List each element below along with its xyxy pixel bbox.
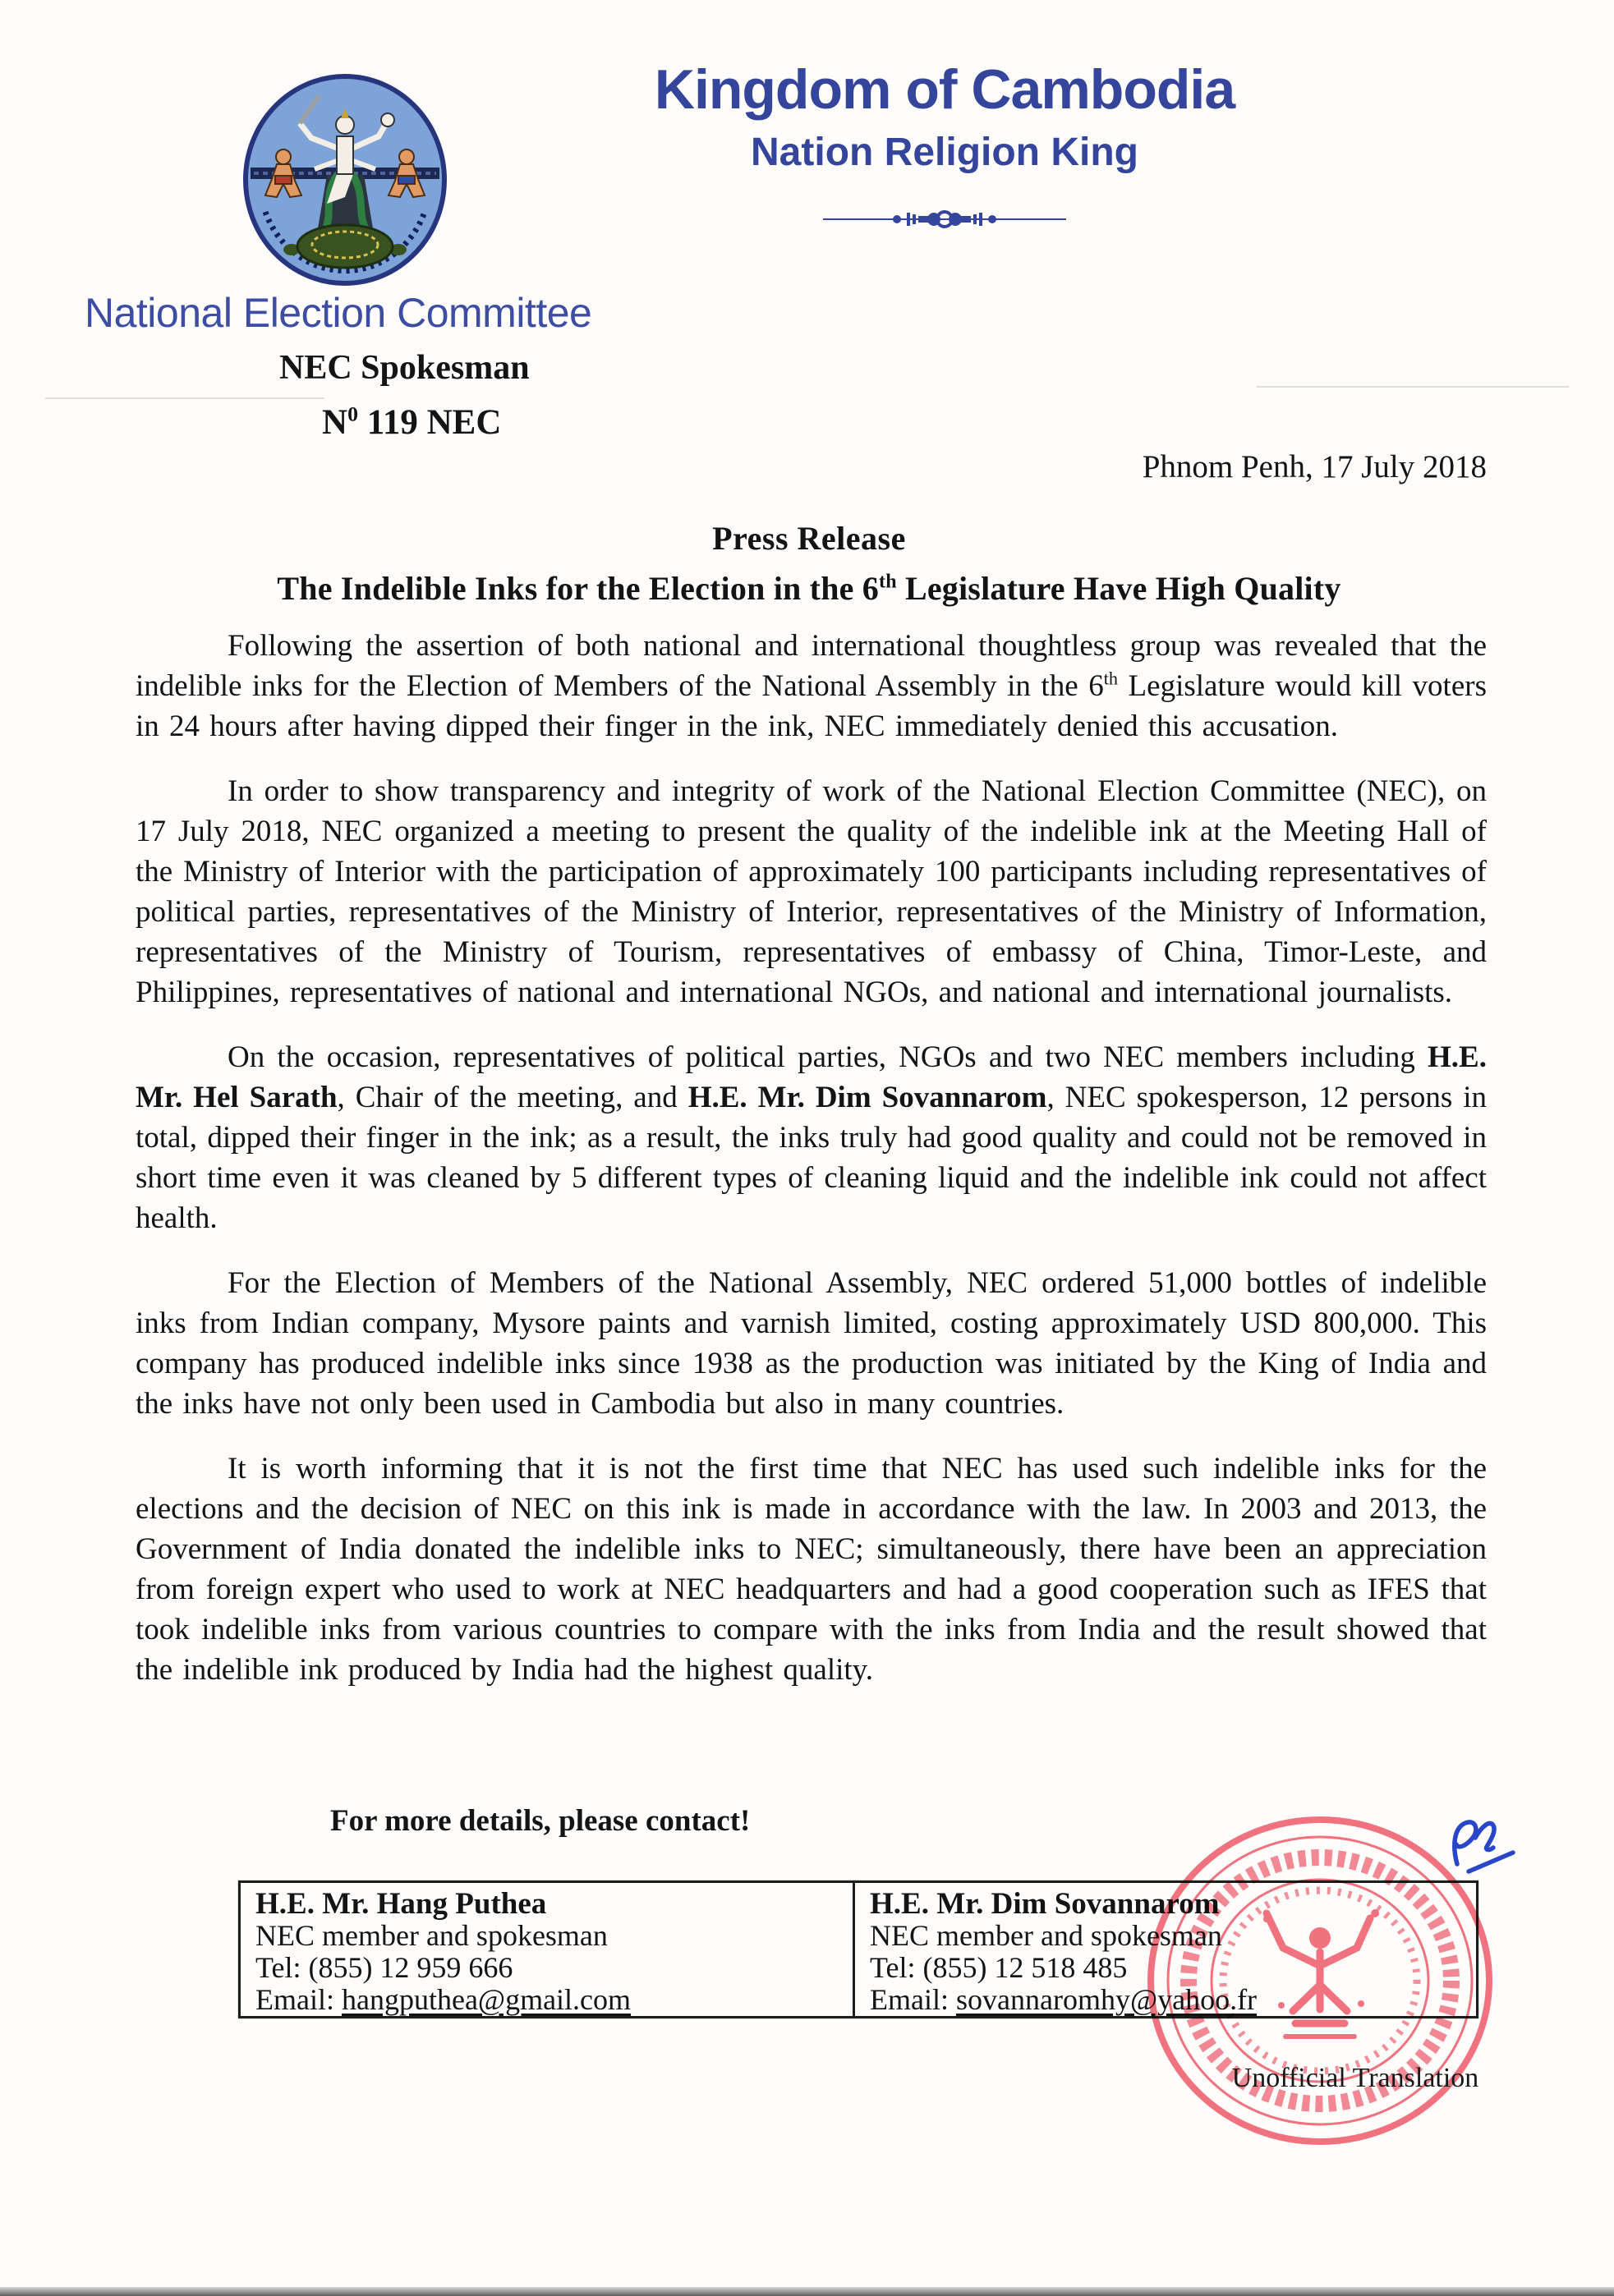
header-divider-ornament	[821, 205, 1068, 233]
paragraph-2: In order to show transparency and integrity of work of the National Election Committee (NEC), on 17 July 2018, NEC organized a meeting to present the quality of the indelible ink at the Meeting Hall of the Ministry of Interior with the participation of approximately 100 participants including representatives of political parties, representatives of the Ministry of Interior, representatives of the Ministry of Information, representatives of the Ministry of Tourism, representatives of embassy of China, Timor-Leste, and Philippines, representatives of national and international NGOs, and national and international journalists.	[136, 774, 1487, 1009]
paragraph-1: Following the assertion of both national and international thoughtless group was revealed that the indelible inks for the Election of Members of the National Assembly in the 6th Legislature would kill voters in 24 hours after having dipped their finger in the ink, NEC immediately denied this accusation.	[136, 629, 1487, 743]
press-release-title: Press Release	[712, 520, 906, 557]
contact-email-row	[255, 1984, 839, 2016]
contact-name: H.E. Mr. Hang Puthea	[255, 1887, 547, 1921]
kingdom-title: Kingdom of Cambodia	[654, 58, 1235, 121]
paragraph-4: For the Election of Members of the National Assembly, NEC ordered 51,000 bottles of indelible inks from Indian company, Mysore paints and varnish limited, costing approximately USD 800,000. This company has produced indelible inks since 1938 as the production was initiated by the King of India and the inks have not only been used in Cambodia but also in many countries.	[136, 1266, 1487, 1421]
contact-tel: Tel: (855) 12 518 485	[870, 1951, 1128, 1984]
email-label: Email:	[255, 1983, 342, 2016]
spokesman-label: NEC Spokesman	[279, 349, 530, 387]
email-address: hangputhea@gmail.com	[341, 1983, 632, 2016]
contact-role: NEC member and spokesman	[870, 1919, 1222, 1952]
scan-artifact-line	[1257, 386, 1569, 388]
title-block	[131, 519, 1487, 608]
dateline: Phnom Penh, 17 July 2018	[1142, 449, 1487, 484]
email-label: Email:	[870, 1983, 956, 2016]
signature-initials	[1446, 1813, 1521, 1880]
contact-heading: For more details, please contact!	[330, 1804, 751, 1838]
scan-artifact-line	[45, 397, 324, 399]
nec-emblem-logo	[241, 72, 449, 287]
scanner-edge-shadow	[0, 2287, 1614, 2296]
paragraph-3: On the occasion, representatives of political parties, NGOs and two NEC members including H.E. Mr. Hel Sarath, Chair of the meeting, and H.E. Mr. Dim Sovannarom, NEC spokesperson, 12 persons in total, dipped their finger in the ink; as a result, the inks truly had good quality and could not be removed in short time even it was cleaned by 5 different types of cleaning liquid and the indelible ink could not affect health.	[136, 1040, 1487, 1235]
nec-red-seal-stamp	[1143, 1816, 1497, 2153]
paragraph-5: It is worth informing that it is not the first time that NEC has used such indelible inks for the elections and the decision of NEC on this ink is made in accordance with the law. In 2003 and 2013, the Government of India donated the indelible inks to NEC; simultaneously, there have been an appreciation from foreign expert who used to work at NEC headquarters and had a good cooperation such as IFES that took indelible inks from various countries to compare with the inks from India and the result showed that the indelible ink produced by India had the highest quality.	[136, 1452, 1487, 1687]
document-number: $N^0$ 119 NEC	[322, 402, 502, 442]
contact-role: NEC member and spokesman	[255, 1919, 608, 1952]
body-text	[136, 626, 1487, 1715]
committee-name: National Election Committee	[85, 290, 592, 336]
contact-tel: Tel: (855) 12 959 666	[255, 1951, 513, 1984]
motto-line: Nation Religion King	[751, 131, 1138, 174]
email-address: sovannaromhy@yahoo.fr	[955, 1983, 1258, 2016]
contact-name: H.E. Mr. Dim Sovannarom	[870, 1887, 1220, 1921]
press-release-subtitle: The Indelible Inks for the Election in the 6th Legislature Have High Quality	[277, 570, 1341, 607]
contact-card-hang-puthea	[241, 1883, 853, 2016]
unofficial-translation-label: Unofficial Translation	[1231, 2063, 1479, 2093]
